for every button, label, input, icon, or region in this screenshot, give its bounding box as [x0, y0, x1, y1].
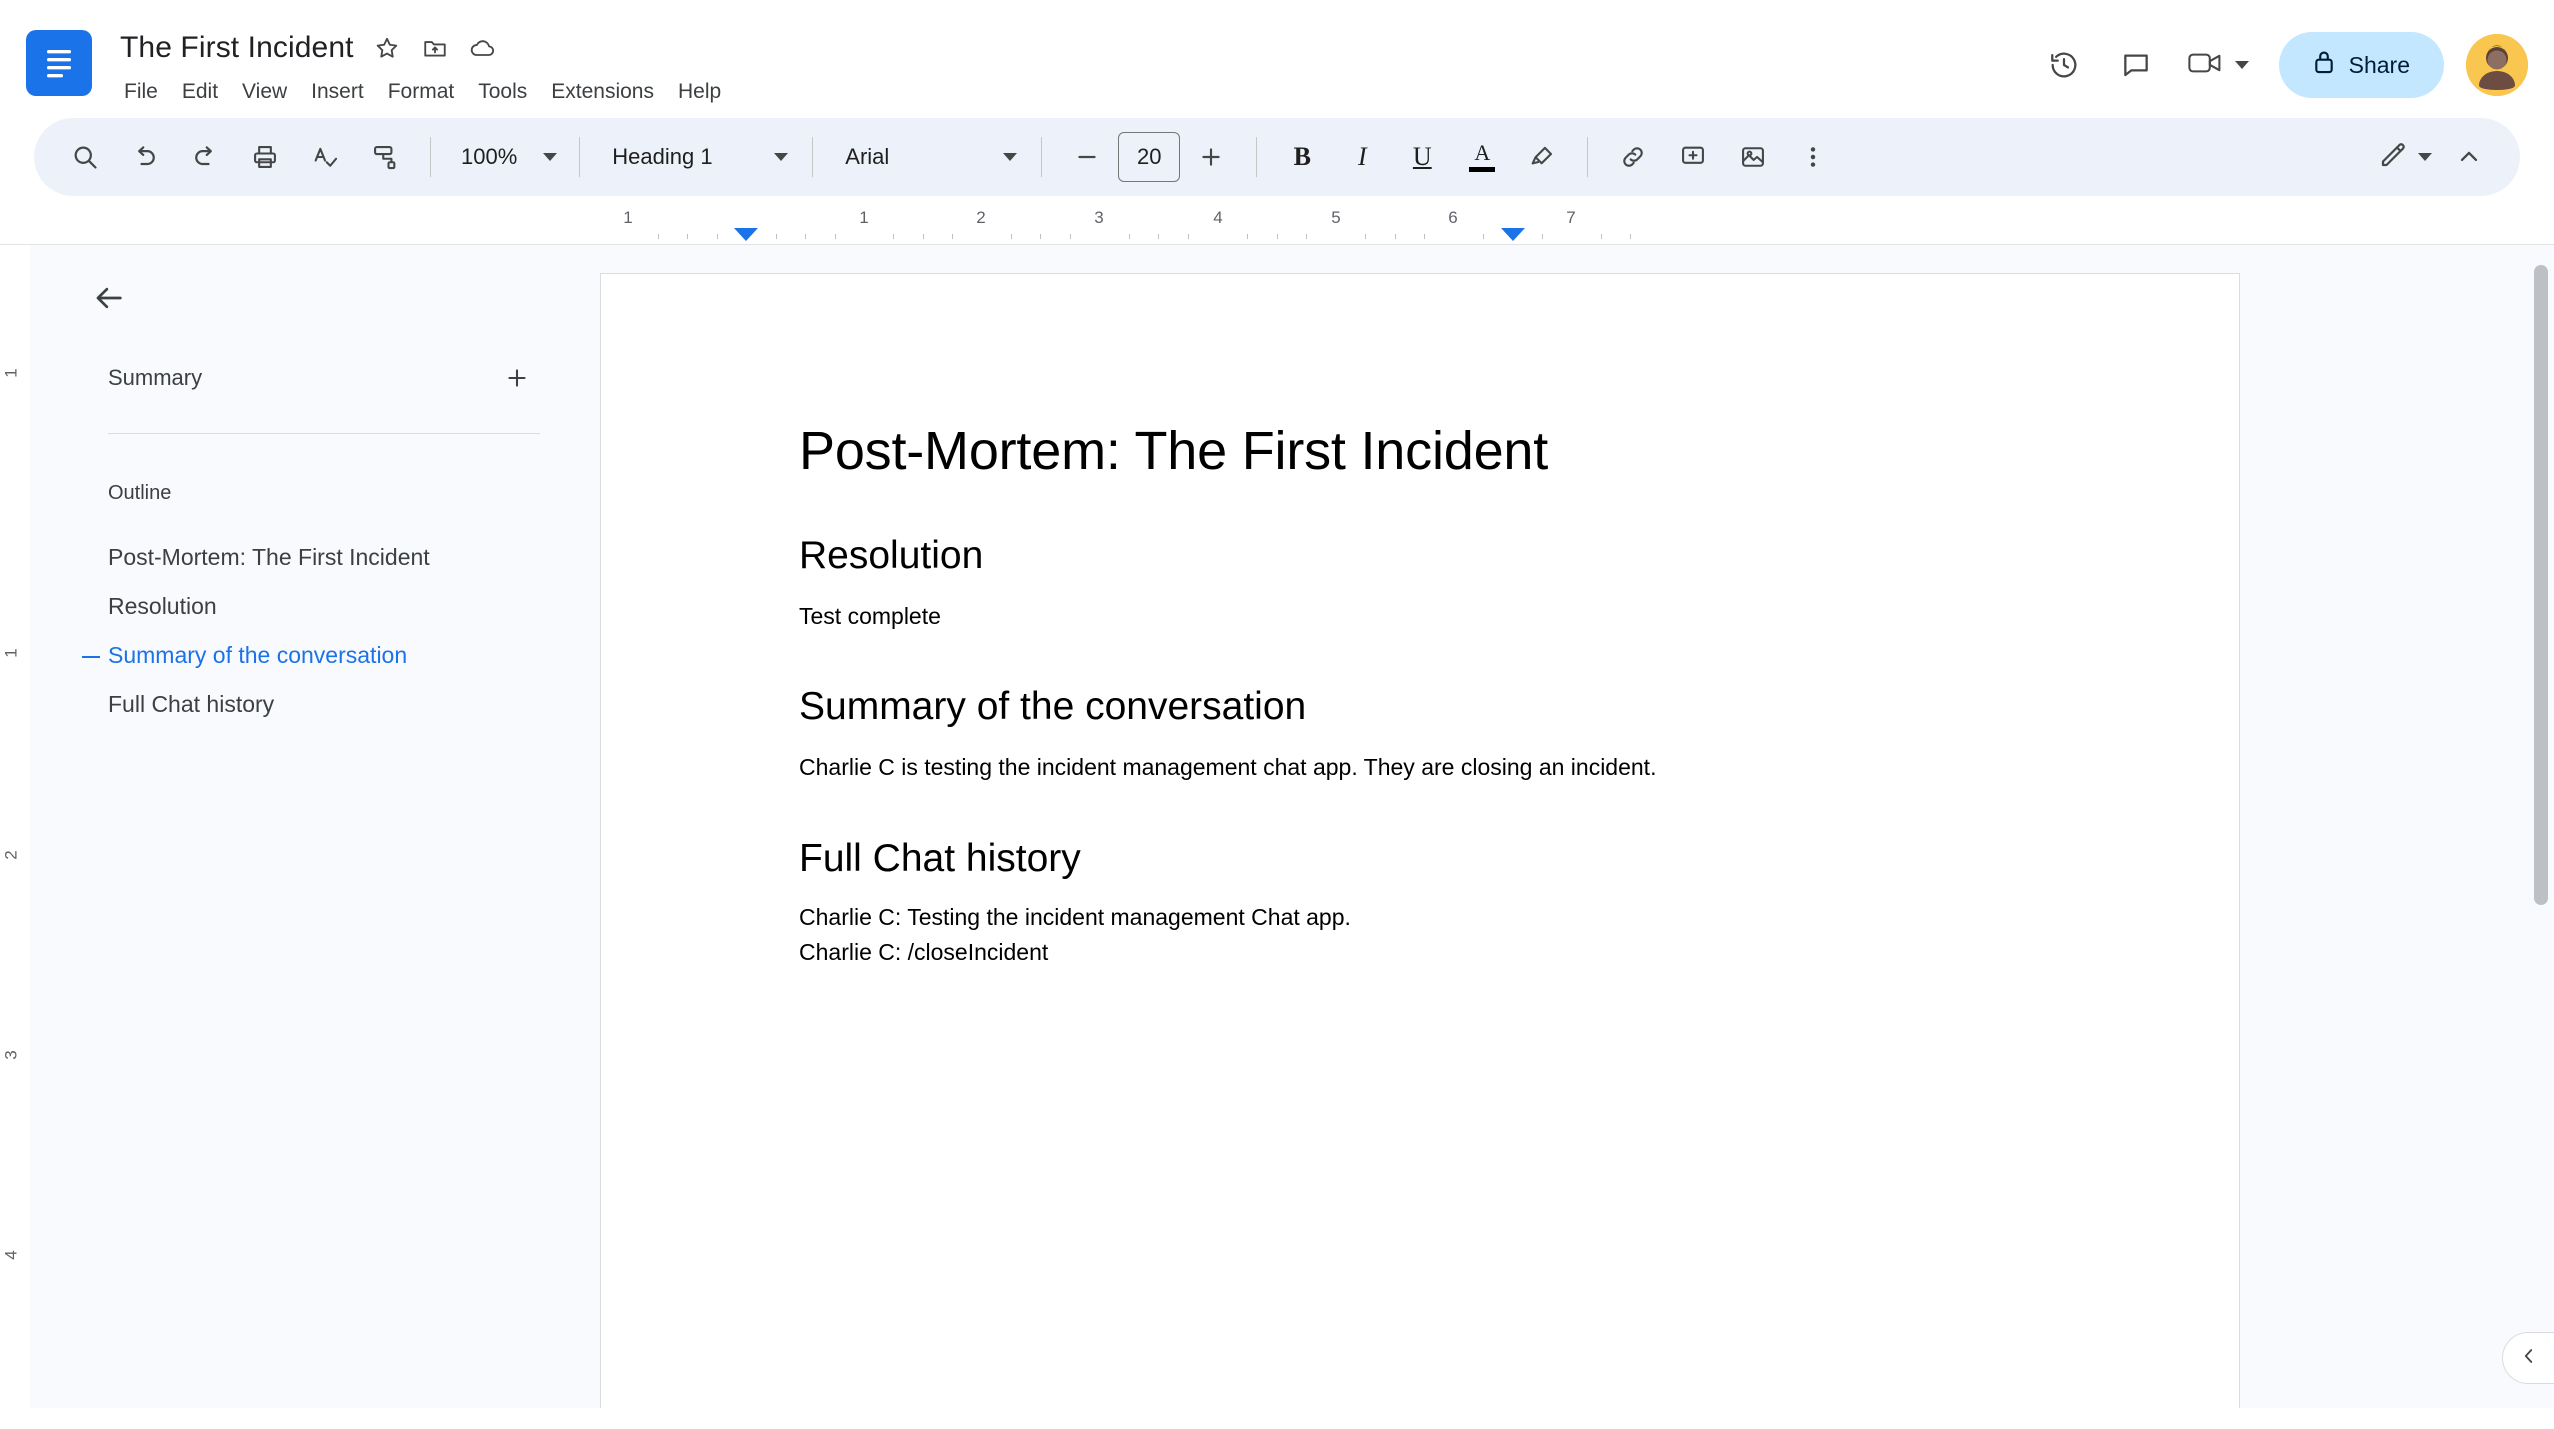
menu-help[interactable]: Help — [677, 80, 722, 103]
add-summary-button[interactable] — [494, 355, 540, 401]
top-bar — [0, 0, 2554, 118]
menu-file[interactable]: File — [124, 80, 158, 103]
toolbar-divider — [1041, 137, 1042, 177]
menu-format[interactable]: Format — [387, 80, 455, 103]
italic-label: I — [1357, 142, 1367, 171]
insert-link-icon[interactable] — [1604, 128, 1662, 186]
vruler-number: 3 — [1, 1050, 21, 1060]
vruler-number: 1 — [1, 368, 21, 378]
horizontal-ruler[interactable] — [30, 206, 2554, 244]
scrollbar-track[interactable] — [2528, 245, 2554, 1408]
increase-font-size-button[interactable] — [1182, 128, 1240, 186]
underline-button[interactable] — [1393, 128, 1451, 186]
section-paragraph-resolution[interactable]: Test complete — [799, 603, 941, 629]
spellcheck-icon[interactable] — [296, 128, 354, 186]
bold-button[interactable] — [1273, 128, 1331, 186]
outline-label: Outline — [108, 482, 172, 504]
toolbar-wrapper — [0, 118, 2554, 206]
section-paragraph-summary[interactable]: Charlie C is testing the incident management chat app. They are closing an incident. — [799, 754, 1657, 781]
paint-format-icon[interactable] — [356, 128, 414, 186]
vruler-number: 1 — [1, 648, 21, 658]
back-arrow-icon[interactable] — [78, 267, 140, 329]
workspace — [0, 244, 2554, 1408]
highlighter-icon[interactable] — [1513, 128, 1571, 186]
paragraph-style-value: Heading 1 — [612, 144, 713, 169]
chevron-left-icon — [2518, 1345, 2540, 1372]
chat-line-1[interactable]: Charlie C: Testing the incident management Chat app. — [799, 903, 1351, 930]
text-color-swatch — [1469, 167, 1495, 172]
bold-label: B — [1293, 142, 1311, 171]
chevron-down-icon — [543, 153, 557, 161]
toolbar-divider — [1587, 137, 1588, 177]
pencil-icon — [2378, 140, 2408, 175]
ruler-number: 3 — [1094, 208, 1104, 227]
docs-logo-icon[interactable] — [26, 30, 92, 96]
right-indent-marker[interactable] — [1501, 228, 1525, 241]
text-color-label: A — [1474, 140, 1491, 165]
italic-button[interactable] — [1333, 128, 1391, 186]
document-canvas[interactable] — [600, 245, 2554, 1408]
ruler-number: 1 — [623, 208, 633, 227]
outline-item-summary-of-the-conversation[interactable]: Summary of the conversation — [30, 631, 600, 680]
vruler-number: 2 — [1, 850, 21, 860]
menu-tools[interactable]: Tools — [478, 80, 528, 103]
video-camera-icon — [2187, 49, 2223, 82]
ruler-number: 7 — [1566, 208, 1576, 227]
ruler-number: 1 — [859, 208, 869, 227]
text-color-button[interactable] — [1453, 128, 1511, 186]
ruler-number: 2 — [976, 208, 986, 227]
share-button[interactable] — [2279, 32, 2444, 98]
summary-header — [108, 355, 540, 401]
menu-insert[interactable]: Insert — [311, 80, 364, 103]
top-bar-actions — [2033, 16, 2528, 98]
font-family-selector[interactable] — [829, 128, 1025, 186]
outline-panel — [30, 245, 600, 1408]
more-vertical-icon[interactable] — [1784, 128, 1842, 186]
left-indent-marker[interactable] — [734, 228, 758, 241]
main-toolbar — [34, 118, 2520, 196]
user-avatar[interactable] — [2466, 34, 2528, 96]
document-page[interactable] — [600, 273, 2240, 1408]
zoom-selector[interactable] — [447, 128, 563, 186]
lock-icon — [2313, 49, 2335, 81]
add-comment-icon[interactable] — [1664, 128, 1722, 186]
vruler-number: 4 — [1, 1250, 21, 1260]
vertical-scrollbar-thumb[interactable] — [2534, 265, 2548, 905]
insert-image-icon[interactable] — [1724, 128, 1782, 186]
toolbar-divider — [812, 137, 813, 177]
search-icon[interactable] — [56, 128, 114, 186]
section-heading-resolution[interactable]: Resolution — [799, 534, 984, 577]
menu-bar — [112, 76, 733, 108]
underline-label: U — [1412, 142, 1432, 171]
title-row — [120, 26, 733, 70]
chevron-down-icon — [2418, 153, 2432, 161]
section-heading-chat-history[interactable]: Full Chat history — [799, 836, 1081, 880]
collapse-toolbar-button[interactable] — [2440, 128, 2498, 186]
meet-button[interactable] — [2177, 34, 2255, 96]
comment-icon[interactable] — [2105, 34, 2167, 96]
decrease-font-size-button[interactable] — [1058, 128, 1116, 186]
ruler-number: 6 — [1448, 208, 1458, 227]
toolbar-divider — [430, 137, 431, 177]
ruler-scale — [623, 206, 2254, 244]
paragraph-style-selector[interactable] — [596, 128, 796, 186]
outline-item-resolution[interactable]: Resolution — [108, 593, 217, 619]
ruler-number: 5 — [1331, 208, 1341, 227]
outline-list — [30, 533, 600, 729]
print-icon[interactable] — [236, 128, 294, 186]
star-icon[interactable] — [372, 33, 402, 63]
zoom-value: 100% — [461, 144, 518, 169]
section-heading-summary[interactable]: Summary of the conversation — [799, 685, 1307, 729]
chevron-down-icon — [774, 153, 788, 161]
font-family-value: Arial — [845, 144, 890, 169]
title-block — [120, 16, 733, 108]
menu-edit[interactable]: Edit — [181, 80, 219, 103]
chat-line-2[interactable]: Charlie C: /closeIncident — [799, 939, 1049, 966]
undo-icon[interactable] — [116, 128, 174, 186]
font-size-input[interactable]: 20 — [1118, 132, 1180, 182]
summary-divider — [108, 433, 540, 434]
vertical-ruler — [0, 245, 30, 1408]
editing-mode-button[interactable] — [2368, 128, 2438, 186]
page-title[interactable]: The First Incident — [120, 31, 354, 64]
ruler-number: 4 — [1213, 208, 1223, 227]
outline-item-full-chat-history[interactable]: Full Chat history — [108, 691, 275, 717]
outline-item-post-mortem[interactable]: Post-Mortem: The First Incident — [108, 544, 430, 570]
summary-label: Summary — [108, 365, 203, 390]
cloud-saved-icon[interactable] — [468, 33, 498, 63]
collapse-panel-button[interactable] — [2502, 1332, 2554, 1384]
share-label: Share — [2348, 51, 2410, 78]
toolbar-divider — [1256, 137, 1257, 177]
menu-extensions[interactable]: Extensions — [551, 80, 654, 103]
menu-view[interactable]: View — [242, 80, 288, 103]
redo-icon[interactable] — [176, 128, 234, 186]
chevron-down-icon — [1003, 153, 1017, 161]
version-history-icon[interactable] — [2033, 34, 2095, 96]
document-title[interactable]: Post-Mortem: The First Incident — [799, 421, 1549, 481]
chevron-down-icon — [2235, 61, 2249, 69]
toolbar-divider — [579, 137, 580, 177]
move-to-folder-icon[interactable] — [420, 33, 450, 63]
